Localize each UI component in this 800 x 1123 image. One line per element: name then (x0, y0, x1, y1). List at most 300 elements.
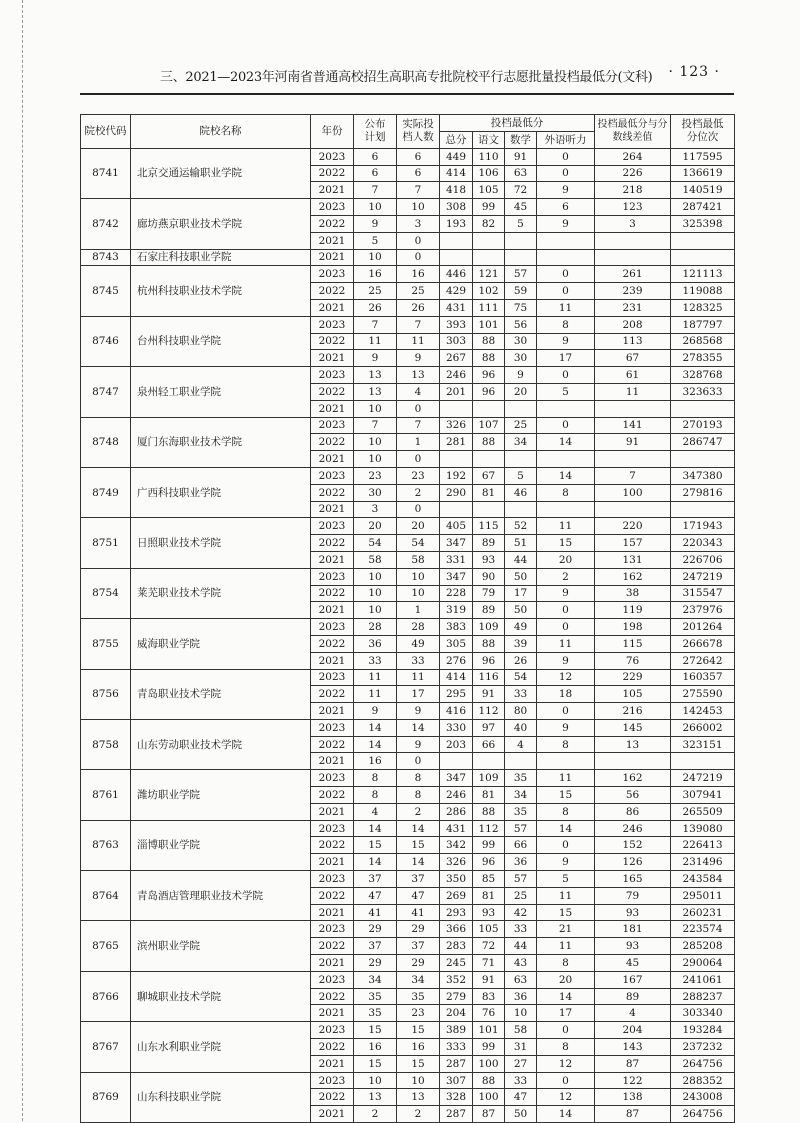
cell-rank (671, 400, 735, 417)
page-header (160, 60, 720, 86)
table-row (81, 619, 735, 636)
cell-rank (671, 501, 735, 518)
cell-chinese: 88 (473, 1072, 505, 1089)
col-listening: 外语听力 (537, 131, 595, 148)
cell-year: 2021 (311, 803, 354, 820)
cell-actual: 33 (397, 652, 440, 669)
cell-math: 17 (505, 585, 537, 602)
cell-total: 328 (440, 1089, 473, 1106)
cell-year: 2022 (311, 686, 354, 703)
cell-plan: 15 (354, 1055, 397, 1072)
school-name: 厦门东海职业技术学院 (131, 417, 311, 467)
cell-diff: 246 (595, 820, 671, 837)
cell-total: 405 (440, 518, 473, 535)
cell-plan: 16 (354, 266, 397, 283)
cell-rank: 142453 (671, 703, 735, 720)
cell-actual: 26 (397, 299, 440, 316)
cell-total: 295 (440, 686, 473, 703)
col-name: 院校名称 (131, 115, 311, 149)
cell-plan: 10 (354, 400, 397, 417)
cell-year: 2023 (311, 1022, 354, 1039)
cell-chinese: 81 (473, 787, 505, 804)
cell-actual: 15 (397, 1022, 440, 1039)
cell-rank: 278355 (671, 350, 735, 367)
cell-rank: 265509 (671, 803, 735, 820)
cell-actual: 1 (397, 434, 440, 451)
cell-diff: 91 (595, 434, 671, 451)
cell-total: 287 (440, 1055, 473, 1072)
cell-rank: 140519 (671, 182, 735, 199)
cell-plan: 34 (354, 971, 397, 988)
cell-total: 269 (440, 887, 473, 904)
table-row (81, 148, 735, 165)
school-name: 青岛酒店管理职业技术学院 (131, 871, 311, 921)
cell-rank: 288352 (671, 1072, 735, 1089)
cell-listening: 8 (537, 484, 595, 501)
cell-actual: 0 (397, 400, 440, 417)
school-code: 8741 (81, 148, 131, 198)
cell-diff: 11 (595, 383, 671, 400)
cell-year: 2023 (311, 770, 354, 787)
cell-year: 2021 (311, 854, 354, 871)
school-name: 廊坊燕京职业技术学院 (131, 199, 311, 249)
school-code: 8756 (81, 669, 131, 719)
cell-total: 347 (440, 770, 473, 787)
cell-rank: 119088 (671, 283, 735, 300)
cell-diff: 239 (595, 283, 671, 300)
cell-listening: 8 (537, 316, 595, 333)
cell-rank: 121113 (671, 266, 735, 283)
cell-plan: 13 (354, 1089, 397, 1106)
cell-diff (595, 232, 671, 249)
cell-actual: 35 (397, 988, 440, 1005)
cell-rank: 266002 (671, 719, 735, 736)
cell-chinese: 112 (473, 703, 505, 720)
cell-chinese: 76 (473, 1005, 505, 1022)
cell-diff: 229 (595, 669, 671, 686)
cell-plan: 37 (354, 938, 397, 955)
table-row (81, 467, 735, 484)
cell-year: 2023 (311, 1072, 354, 1089)
cell-listening: 0 (537, 148, 595, 165)
cell-listening (537, 753, 595, 770)
cell-total: 279 (440, 988, 473, 1005)
cell-listening: 12 (537, 1089, 595, 1106)
cell-chinese: 90 (473, 568, 505, 585)
table-row (81, 249, 735, 266)
cell-plan: 33 (354, 652, 397, 669)
cell-year: 2022 (311, 988, 354, 1005)
cell-listening: 11 (537, 635, 595, 652)
cell-diff: 261 (595, 266, 671, 283)
cell-listening: 0 (537, 1022, 595, 1039)
school-code: 8769 (81, 1072, 131, 1122)
cell-actual: 0 (397, 232, 440, 249)
cell-rank: 220343 (671, 535, 735, 552)
cell-diff: 157 (595, 535, 671, 552)
cell-diff: 138 (595, 1089, 671, 1106)
cell-year: 2021 (311, 753, 354, 770)
cell-math (505, 249, 537, 266)
cell-math: 54 (505, 669, 537, 686)
school-code: 8742 (81, 199, 131, 249)
cell-plan: 29 (354, 921, 397, 938)
cell-plan: 8 (354, 770, 397, 787)
school-code: 8745 (81, 266, 131, 316)
cell-plan: 10 (354, 249, 397, 266)
school-name: 青岛职业技术学院 (131, 669, 311, 719)
cell-math: 50 (505, 602, 537, 619)
cell-total: 383 (440, 619, 473, 636)
cell-rank: 231496 (671, 854, 735, 871)
cell-rank: 323151 (671, 736, 735, 753)
cell-listening: 11 (537, 518, 595, 535)
table-row (81, 568, 735, 585)
cell-rank: 226413 (671, 837, 735, 854)
cell-plan: 10 (354, 451, 397, 468)
cell-total: 342 (440, 837, 473, 854)
cell-diff: 76 (595, 652, 671, 669)
cell-total: 330 (440, 719, 473, 736)
cell-diff: 4 (595, 1005, 671, 1022)
cell-actual: 28 (397, 619, 440, 636)
cell-plan: 26 (354, 299, 397, 316)
cell-total: 303 (440, 333, 473, 350)
cell-listening: 17 (537, 350, 595, 367)
cell-chinese: 81 (473, 887, 505, 904)
cell-plan: 13 (354, 383, 397, 400)
cell-diff (595, 400, 671, 417)
cell-plan: 13 (354, 367, 397, 384)
cell-total: 414 (440, 669, 473, 686)
cell-listening: 11 (537, 938, 595, 955)
cell-rank: 264756 (671, 1106, 735, 1123)
cell-actual: 15 (397, 837, 440, 854)
cell-listening (537, 232, 595, 249)
cell-diff: 79 (595, 887, 671, 904)
cell-rank: 264756 (671, 1055, 735, 1072)
cell-listening: 8 (537, 803, 595, 820)
cell-listening: 21 (537, 921, 595, 938)
cell-chinese: 93 (473, 551, 505, 568)
cell-plan: 6 (354, 148, 397, 165)
col-math: 数学 (505, 131, 537, 148)
cell-chinese: 105 (473, 921, 505, 938)
cell-listening: 8 (537, 955, 595, 972)
cell-diff: 38 (595, 585, 671, 602)
cell-actual: 3 (397, 215, 440, 232)
cell-chinese: 96 (473, 383, 505, 400)
school-name: 莱芜职业技术学院 (131, 568, 311, 618)
cell-diff: 119 (595, 602, 671, 619)
cell-actual: 58 (397, 551, 440, 568)
cell-total: 449 (440, 148, 473, 165)
cell-total (440, 451, 473, 468)
cell-math: 9 (505, 367, 537, 384)
cell-plan: 14 (354, 854, 397, 871)
cell-math: 25 (505, 887, 537, 904)
col-code: 院校代码 (81, 115, 131, 149)
cell-actual: 9 (397, 703, 440, 720)
cell-listening: 5 (537, 383, 595, 400)
cell-plan: 11 (354, 669, 397, 686)
school-name: 聊城职业技术学院 (131, 971, 311, 1021)
cell-chinese: 105 (473, 182, 505, 199)
cell-total (440, 501, 473, 518)
cell-diff: 122 (595, 1072, 671, 1089)
cell-plan: 54 (354, 535, 397, 552)
cell-listening: 8 (537, 1039, 595, 1056)
cell-plan: 10 (354, 199, 397, 216)
cell-total: 347 (440, 535, 473, 552)
cell-diff: 93 (595, 904, 671, 921)
cell-total: 201 (440, 383, 473, 400)
cell-chinese: 91 (473, 686, 505, 703)
col-plan: 公布计划 (354, 115, 397, 149)
cell-rank: 315547 (671, 585, 735, 602)
cell-chinese: 115 (473, 518, 505, 535)
cell-diff: 131 (595, 551, 671, 568)
cell-math: 36 (505, 988, 537, 1005)
cell-math: 47 (505, 1089, 537, 1106)
cell-actual: 49 (397, 635, 440, 652)
school-code: 8747 (81, 367, 131, 417)
cell-total: 204 (440, 1005, 473, 1022)
cell-total: 393 (440, 316, 473, 333)
col-chinese: 语文 (473, 131, 505, 148)
cell-rank: 325398 (671, 215, 735, 232)
cell-rank: 288237 (671, 988, 735, 1005)
cell-year: 2023 (311, 518, 354, 535)
cell-listening: 11 (537, 770, 595, 787)
school-name: 威海职业学院 (131, 619, 311, 669)
cell-actual: 2 (397, 1106, 440, 1123)
cell-chinese: 100 (473, 1055, 505, 1072)
cell-listening: 14 (537, 434, 595, 451)
cell-year: 2021 (311, 1106, 354, 1123)
cell-year: 2021 (311, 249, 354, 266)
cell-actual: 9 (397, 350, 440, 367)
cell-year: 2023 (311, 367, 354, 384)
cell-math: 51 (505, 535, 537, 552)
school-name: 北京交通运输职业学院 (131, 148, 311, 198)
cell-diff: 87 (595, 1106, 671, 1123)
cell-year: 2022 (311, 215, 354, 232)
cell-listening: 6 (537, 199, 595, 216)
cell-rank: 275590 (671, 686, 735, 703)
cell-year: 2021 (311, 652, 354, 669)
cell-listening: 18 (537, 686, 595, 703)
cell-rank (671, 451, 735, 468)
page-number: · 123 · (668, 64, 720, 80)
cell-diff: 56 (595, 787, 671, 804)
cell-actual: 13 (397, 1089, 440, 1106)
cell-listening: 0 (537, 619, 595, 636)
cell-diff: 264 (595, 148, 671, 165)
cell-math: 20 (505, 383, 537, 400)
cell-listening: 0 (537, 602, 595, 619)
cell-total: 287 (440, 1106, 473, 1123)
cell-rank: 237232 (671, 1039, 735, 1056)
cell-chinese: 96 (473, 367, 505, 384)
cell-actual: 0 (397, 753, 440, 770)
cell-rank: 160357 (671, 669, 735, 686)
cell-math: 49 (505, 619, 537, 636)
cell-listening: 0 (537, 417, 595, 434)
cell-math: 75 (505, 299, 537, 316)
cell-total: 276 (440, 652, 473, 669)
table-row (81, 770, 735, 787)
cell-year: 2022 (311, 837, 354, 854)
cell-year: 2023 (311, 921, 354, 938)
cell-chinese: 110 (473, 148, 505, 165)
cell-year: 2021 (311, 602, 354, 619)
cell-year: 2022 (311, 938, 354, 955)
cell-math: 35 (505, 770, 537, 787)
school-name: 台州科技职业学院 (131, 316, 311, 366)
cell-actual: 13 (397, 367, 440, 384)
cell-year: 2023 (311, 871, 354, 888)
cell-actual: 34 (397, 971, 440, 988)
cell-plan: 10 (354, 568, 397, 585)
cell-total: 366 (440, 921, 473, 938)
cell-diff: 181 (595, 921, 671, 938)
cell-year: 2021 (311, 299, 354, 316)
cell-listening: 15 (537, 904, 595, 921)
cell-math: 35 (505, 803, 537, 820)
cell-listening (537, 451, 595, 468)
cell-year: 2023 (311, 719, 354, 736)
cell-chinese: 88 (473, 635, 505, 652)
cell-total: 228 (440, 585, 473, 602)
cell-rank: 268568 (671, 333, 735, 350)
cell-math: 30 (505, 333, 537, 350)
cell-plan: 15 (354, 837, 397, 854)
cell-actual: 16 (397, 266, 440, 283)
cell-total: 431 (440, 820, 473, 837)
cell-math: 36 (505, 854, 537, 871)
school-name: 潍坊职业学院 (131, 770, 311, 820)
cell-math: 33 (505, 1072, 537, 1089)
cell-plan: 10 (354, 602, 397, 619)
cell-actual: 0 (397, 249, 440, 266)
cell-plan: 41 (354, 904, 397, 921)
cell-plan: 25 (354, 283, 397, 300)
table-row (81, 921, 735, 938)
cell-actual: 16 (397, 1039, 440, 1056)
cell-math: 30 (505, 350, 537, 367)
cell-diff: 93 (595, 938, 671, 955)
cell-total: 431 (440, 299, 473, 316)
cell-plan: 2 (354, 1106, 397, 1123)
school-code: 8749 (81, 467, 131, 517)
cell-rank: 272642 (671, 652, 735, 669)
cell-total (440, 232, 473, 249)
cell-chinese: 99 (473, 837, 505, 854)
table-row (81, 417, 735, 434)
cell-math: 5 (505, 467, 537, 484)
cell-chinese: 81 (473, 484, 505, 501)
cell-math: 44 (505, 938, 537, 955)
cell-actual: 15 (397, 1055, 440, 1072)
cell-plan: 35 (354, 1005, 397, 1022)
cell-actual: 8 (397, 787, 440, 804)
cell-actual: 37 (397, 938, 440, 955)
cell-math: 33 (505, 921, 537, 938)
cell-plan: 14 (354, 820, 397, 837)
cell-rank: 266678 (671, 635, 735, 652)
cell-actual: 25 (397, 283, 440, 300)
cell-rank: 136619 (671, 165, 735, 182)
cell-chinese (473, 451, 505, 468)
cell-listening: 0 (537, 367, 595, 384)
cell-actual: 0 (397, 501, 440, 518)
cell-year: 2022 (311, 333, 354, 350)
cell-diff: 123 (595, 199, 671, 216)
table-body (81, 148, 735, 1122)
cell-actual: 14 (397, 820, 440, 837)
cell-year: 2023 (311, 971, 354, 988)
cell-total: 245 (440, 955, 473, 972)
cell-listening (537, 501, 595, 518)
school-name: 山东科技职业学院 (131, 1072, 311, 1122)
cell-rank: 247219 (671, 568, 735, 585)
cell-diff (595, 249, 671, 266)
cell-math: 58 (505, 1022, 537, 1039)
cell-chinese: 89 (473, 535, 505, 552)
cell-actual: 14 (397, 854, 440, 871)
cell-diff: 105 (595, 686, 671, 703)
cell-chinese: 79 (473, 585, 505, 602)
cell-rank: 347380 (671, 467, 735, 484)
cell-chinese: 109 (473, 770, 505, 787)
cell-plan: 16 (354, 1039, 397, 1056)
cell-year: 2021 (311, 400, 354, 417)
cell-math: 63 (505, 971, 537, 988)
cell-chinese: 88 (473, 333, 505, 350)
cell-rank: 285208 (671, 938, 735, 955)
cell-rank: 303340 (671, 1005, 735, 1022)
cell-diff: 67 (595, 350, 671, 367)
cell-math: 33 (505, 686, 537, 703)
cell-plan: 10 (354, 585, 397, 602)
cell-rank: 171943 (671, 518, 735, 535)
cell-plan: 8 (354, 787, 397, 804)
cell-diff: 3 (595, 215, 671, 232)
cell-math: 80 (505, 703, 537, 720)
cell-math: 66 (505, 837, 537, 854)
cell-year: 2021 (311, 1055, 354, 1072)
cell-math: 50 (505, 568, 537, 585)
cell-diff: 226 (595, 165, 671, 182)
cell-math: 57 (505, 820, 537, 837)
cell-math: 4 (505, 736, 537, 753)
cell-listening (537, 249, 595, 266)
cell-year: 2022 (311, 887, 354, 904)
cell-chinese: 112 (473, 820, 505, 837)
cell-chinese: 99 (473, 199, 505, 216)
cell-actual: 10 (397, 199, 440, 216)
cell-listening: 12 (537, 669, 595, 686)
cell-math: 44 (505, 551, 537, 568)
cell-year: 2023 (311, 669, 354, 686)
table-row (81, 820, 735, 837)
cell-rank: 286747 (671, 434, 735, 451)
cell-chinese: 101 (473, 316, 505, 333)
cell-plan: 20 (354, 518, 397, 535)
cell-total: 416 (440, 703, 473, 720)
cell-plan: 58 (354, 551, 397, 568)
